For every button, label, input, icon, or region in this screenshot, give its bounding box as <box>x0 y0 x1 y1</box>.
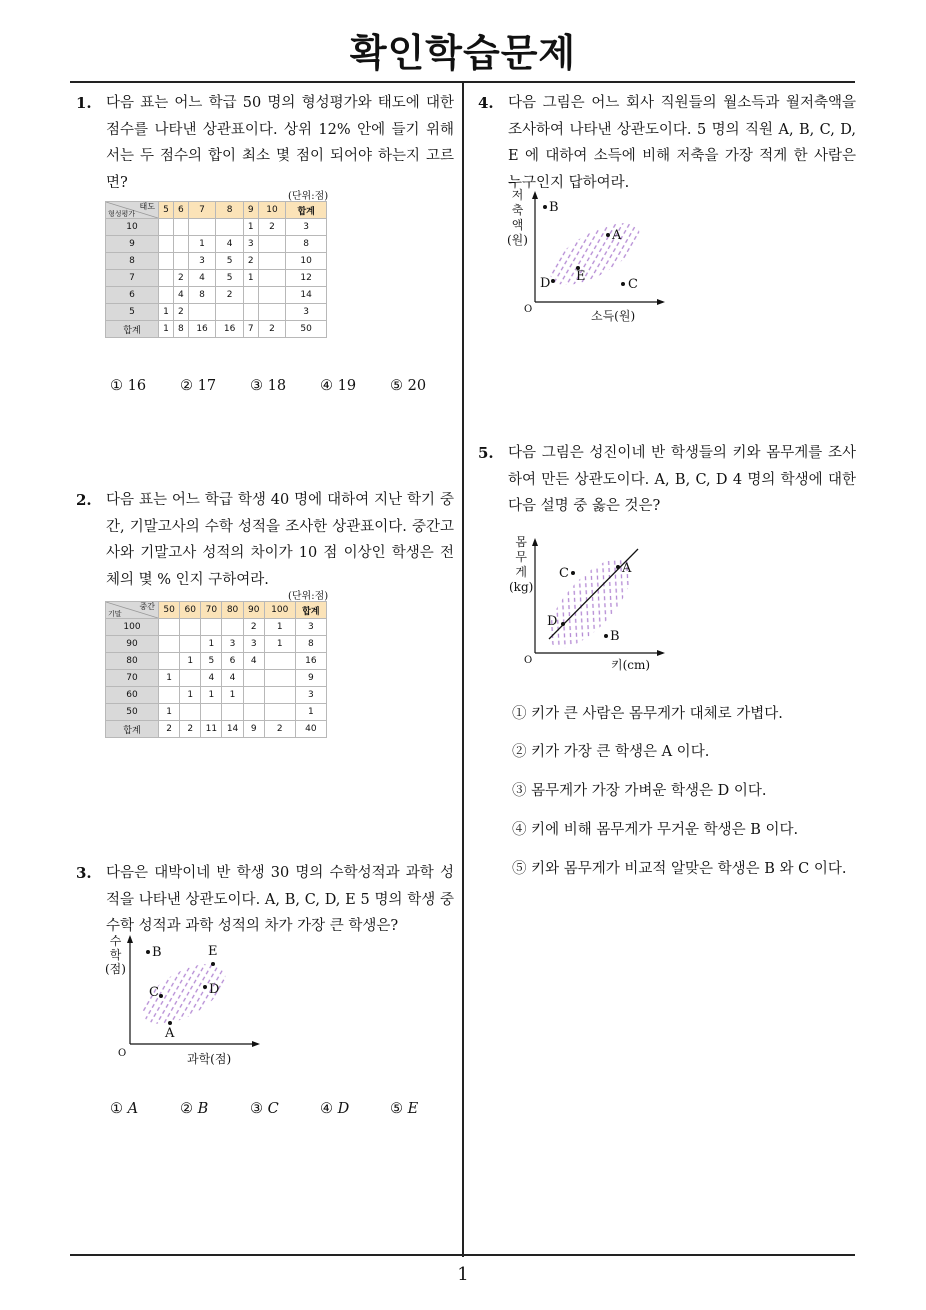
bottom-rule <box>70 1254 855 1256</box>
row-header: 90 <box>106 636 159 653</box>
choice-2[interactable]: ② B <box>180 1101 209 1117</box>
choice-5[interactable]: ⑤ E <box>390 1101 419 1117</box>
scatter-diagram <box>505 535 665 675</box>
table-cell: 1 <box>243 270 258 287</box>
table-cell <box>243 687 264 704</box>
table-cell <box>258 287 286 304</box>
point-label-c: C <box>149 985 159 1000</box>
column-header: 10 <box>258 202 286 219</box>
question-2 <box>76 487 454 593</box>
question-text: 다음 그림은 성진이네 반 학생들의 키와 몸무게를 조사하여 만든 상관도이다. A, B, C, D 4 명의 학생에 대한 다음 설명 중 옳은 것은? <box>508 445 856 514</box>
table-cell: 12 <box>286 270 327 287</box>
choice-3[interactable]: ③ C <box>250 1101 279 1117</box>
table-cell <box>243 304 258 321</box>
table-cell <box>188 304 216 321</box>
point-label-a: A <box>612 228 622 243</box>
x-axis-label: 소득(원) <box>591 309 636 323</box>
column-header: 70 <box>201 602 222 619</box>
option-1[interactable]: ① 키가 큰 사람은 몸무게가 대체로 가볍다. <box>512 706 783 722</box>
table-corner: 중간 기말 <box>106 602 159 619</box>
table-cell: 2 <box>173 304 188 321</box>
y-axis-label: 수 학 (점) <box>105 934 126 976</box>
table-cell <box>264 687 295 704</box>
question-text: 다음 표는 어느 학급 50 명의 형성평가와 태도에 대한 점수를 나타낸 상관표이다. 상위 12% 안에 들기 위해서는 두 점수의 합이 최소 몇 점이 되어야 하는지 고르면? <box>106 95 454 191</box>
table-cell: 4 <box>216 236 244 253</box>
y-axis-label: 저 축 액 (원) <box>507 188 528 247</box>
table-cell: 10 <box>286 253 327 270</box>
row-header: 60 <box>106 687 159 704</box>
row-header: 100 <box>106 619 159 636</box>
choice-4[interactable]: ④ 19 <box>320 378 357 394</box>
table-cell <box>159 636 180 653</box>
table-cell <box>258 304 286 321</box>
table-cell <box>222 619 243 636</box>
table-cell: 2 <box>258 321 286 338</box>
table-cell: 2 <box>243 619 264 636</box>
scatter-diagram <box>505 188 665 328</box>
question-5 <box>478 440 856 520</box>
origin-label: O <box>524 304 533 315</box>
table-cell <box>159 287 174 304</box>
option-2[interactable]: ② 키가 가장 큰 학생은 A 이다. <box>512 744 710 760</box>
point-label-e: E <box>576 269 586 284</box>
question-text: 다음 표는 어느 학급 학생 40 명에 대하여 지난 학기 중간, 기말고사의 수학 성적을 조사한 상관표이다. 중간고사와 기말고사 성적의 차이가 10 점 이상인 학생은 전체의 몇 % 인지 구하여라. <box>106 492 454 588</box>
table-cell: 9 <box>243 721 264 738</box>
table-cell: 4 <box>188 270 216 287</box>
table-unit: (단위:점) <box>288 191 329 202</box>
x-axis-label: 키(cm) <box>611 658 651 672</box>
option-3[interactable]: ③ 몸무게가 가장 가벼운 학생은 D 이다. <box>512 783 767 799</box>
table-cell <box>201 704 222 721</box>
table-cell: 1 <box>188 236 216 253</box>
x-axis-label: 과학(점) <box>187 1052 232 1066</box>
table-cell: 3 <box>295 619 326 636</box>
table-cell: 2 <box>243 253 258 270</box>
table-cell: 1 <box>159 321 174 338</box>
point-label-d: D <box>540 276 551 291</box>
table-cell: 3 <box>295 687 326 704</box>
table-cell: 3 <box>286 304 327 321</box>
answer-choices <box>110 1101 460 1117</box>
table-row <box>106 619 327 636</box>
table-cell <box>201 619 222 636</box>
table-cell: 1 <box>264 636 295 653</box>
table-header-row <box>106 602 327 619</box>
column-header: 8 <box>216 202 244 219</box>
table-row <box>106 321 327 338</box>
table-cell <box>159 219 174 236</box>
question-3 <box>76 860 454 940</box>
table-cell: 1 <box>295 704 326 721</box>
point-label-d: D <box>209 982 220 997</box>
row-header: 50 <box>106 704 159 721</box>
table-cell: 1 <box>264 619 295 636</box>
table-unit: (단위:점) <box>288 591 329 602</box>
table-cell: 8 <box>173 321 188 338</box>
table-row <box>106 653 327 670</box>
answer-choices <box>110 378 460 394</box>
table-row <box>106 270 327 287</box>
column-header: 50 <box>159 602 180 619</box>
question-text: 다음 그림은 어느 회사 직원들의 월소득과 월저축액을 조사하여 나타낸 상관도이다. 5 명의 직원 A, B, C, D, E 에 대하여 소득에 비해 저축을 가장 적게 한 사람은 누구인지 답하여라. <box>508 95 856 191</box>
table-cell: 2 <box>173 270 188 287</box>
row-header: 합계 <box>106 321 159 338</box>
table-cell <box>216 304 244 321</box>
table-cell: 2 <box>180 721 201 738</box>
question-text: 다음은 대박이네 반 학생 30 명의 수학성적과 과학 성적을 나타낸 상관도이다. A, B, C, D, E 5 명의 학생 중 수학 성적과 과학 성적의 차가 가장 큰 학생은? <box>106 865 454 934</box>
column-header: 합계 <box>295 602 326 619</box>
correlation-table <box>105 201 327 338</box>
table-cell: 5 <box>216 253 244 270</box>
point-label-a: A <box>165 1026 175 1041</box>
option-4[interactable]: ④ 키에 비해 몸무게가 무거운 학생은 B 이다. <box>512 822 799 838</box>
option-5[interactable]: ⑤ 키와 몸무게가 비교적 알맞은 학생은 B 와 C 이다. <box>512 861 847 877</box>
table-cell: 3 <box>243 236 258 253</box>
table-cell: 1 <box>180 653 201 670</box>
column-header: 7 <box>188 202 216 219</box>
column-header: 60 <box>180 602 201 619</box>
table-cell <box>159 270 174 287</box>
table-cell: 14 <box>286 287 327 304</box>
row-header: 9 <box>106 236 159 253</box>
column-divider <box>462 82 464 1257</box>
column-header: 90 <box>243 602 264 619</box>
table-cell: 4 <box>173 287 188 304</box>
table-cell: 14 <box>222 721 243 738</box>
row-header: 6 <box>106 287 159 304</box>
question-4 <box>478 90 856 196</box>
table-cell <box>159 687 180 704</box>
row-header: 7 <box>106 270 159 287</box>
table-cell <box>258 270 286 287</box>
table-cell <box>173 219 188 236</box>
page-number: 1 <box>457 1264 469 1285</box>
table-row <box>106 236 327 253</box>
table-row <box>106 253 327 270</box>
table-cell: 1 <box>201 636 222 653</box>
column-header: 100 <box>264 602 295 619</box>
table-cell <box>258 253 286 270</box>
column-header: 5 <box>159 202 174 219</box>
table-cell: 2 <box>159 721 180 738</box>
choice-5[interactable]: ⑤ 20 <box>390 378 427 394</box>
table-cell <box>159 236 174 253</box>
table-cell: 16 <box>188 321 216 338</box>
question-number: 1. <box>76 94 92 112</box>
choice-1[interactable]: ① A <box>110 1101 139 1117</box>
origin-label: O <box>524 655 533 666</box>
choice-4[interactable]: ④ D <box>320 1101 350 1117</box>
table-row <box>106 636 327 653</box>
table-row <box>106 721 327 738</box>
question-number: 3. <box>76 864 92 882</box>
table-cell <box>180 704 201 721</box>
table-cell: 11 <box>201 721 222 738</box>
row-header: 70 <box>106 670 159 687</box>
table-corner: 태도 형성평가 <box>106 202 159 219</box>
point-label-a: A <box>622 561 632 576</box>
table-cell: 8 <box>188 287 216 304</box>
table-cell <box>243 670 264 687</box>
table-cell: 7 <box>243 321 258 338</box>
table-cell <box>173 253 188 270</box>
table-cell: 3 <box>188 253 216 270</box>
table-header-row <box>106 202 327 219</box>
question-number: 2. <box>76 491 92 509</box>
table-cell <box>159 253 174 270</box>
question-1 <box>76 90 454 196</box>
table-cell <box>173 236 188 253</box>
column-header: 9 <box>243 202 258 219</box>
table-cell: 5 <box>201 653 222 670</box>
point-label-c: C <box>628 277 638 292</box>
table-row <box>106 219 327 236</box>
table-cell: 3 <box>222 636 243 653</box>
row-header: 합계 <box>106 721 159 738</box>
table-cell <box>243 704 264 721</box>
table-cell <box>243 287 258 304</box>
table-cell: 1 <box>243 219 258 236</box>
table-cell <box>222 704 243 721</box>
table-cell <box>180 636 201 653</box>
table-cell <box>159 653 180 670</box>
table-cell: 40 <box>295 721 326 738</box>
correlation-table <box>105 601 327 738</box>
point-label-b: B <box>610 629 620 644</box>
table-cell: 50 <box>286 321 327 338</box>
point-label-c: C <box>559 566 569 581</box>
table-cell: 8 <box>286 236 327 253</box>
column-header: 80 <box>222 602 243 619</box>
table-cell <box>264 670 295 687</box>
column-header: 6 <box>173 202 188 219</box>
table-row <box>106 287 327 304</box>
page-title: 확인학습문제 <box>349 31 577 75</box>
table-cell: 16 <box>216 321 244 338</box>
table-cell: 1 <box>159 670 180 687</box>
table-cell: 16 <box>295 653 326 670</box>
table-cell: 5 <box>216 270 244 287</box>
table-cell <box>258 236 286 253</box>
choice-1[interactable]: ① 16 <box>110 378 147 394</box>
table-cell: 2 <box>264 721 295 738</box>
row-header: 5 <box>106 304 159 321</box>
point-label-e: E <box>208 944 218 959</box>
question-number: 4. <box>478 94 494 112</box>
table-cell: 3 <box>286 219 327 236</box>
table-row <box>106 687 327 704</box>
table-cell: 4 <box>243 653 264 670</box>
table-cell: 4 <box>222 670 243 687</box>
table-cell: 3 <box>243 636 264 653</box>
table-row <box>106 670 327 687</box>
table-cell: 2 <box>258 219 286 236</box>
column-header: 합계 <box>286 202 327 219</box>
table-cell <box>180 670 201 687</box>
table-row <box>106 704 327 721</box>
table-cell <box>180 619 201 636</box>
table-cell: 1 <box>201 687 222 704</box>
choice-3[interactable]: ③ 18 <box>250 378 287 394</box>
table-cell: 6 <box>222 653 243 670</box>
y-axis-label: 몸 무 게 (kg) <box>509 535 534 594</box>
question-number: 5. <box>478 444 494 462</box>
choice-2[interactable]: ② 17 <box>180 378 217 394</box>
row-header: 10 <box>106 219 159 236</box>
table-cell: 1 <box>222 687 243 704</box>
table-cell: 8 <box>295 636 326 653</box>
table-cell <box>264 704 295 721</box>
row-header: 8 <box>106 253 159 270</box>
table-cell: 1 <box>159 304 174 321</box>
table-row <box>106 304 327 321</box>
scatter-diagram <box>100 932 260 1072</box>
table-cell: 9 <box>295 670 326 687</box>
table-cell: 2 <box>216 287 244 304</box>
table-cell <box>216 219 244 236</box>
table-cell: 4 <box>201 670 222 687</box>
table-cell <box>264 653 295 670</box>
table-cell <box>188 219 216 236</box>
table-cell: 1 <box>180 687 201 704</box>
origin-label: O <box>118 1048 127 1059</box>
point-label-d: D <box>547 614 558 629</box>
point-label-b: B <box>152 945 162 960</box>
point-label-b: B <box>549 200 559 215</box>
table-cell: 1 <box>159 704 180 721</box>
row-header: 80 <box>106 653 159 670</box>
table-cell <box>159 619 180 636</box>
